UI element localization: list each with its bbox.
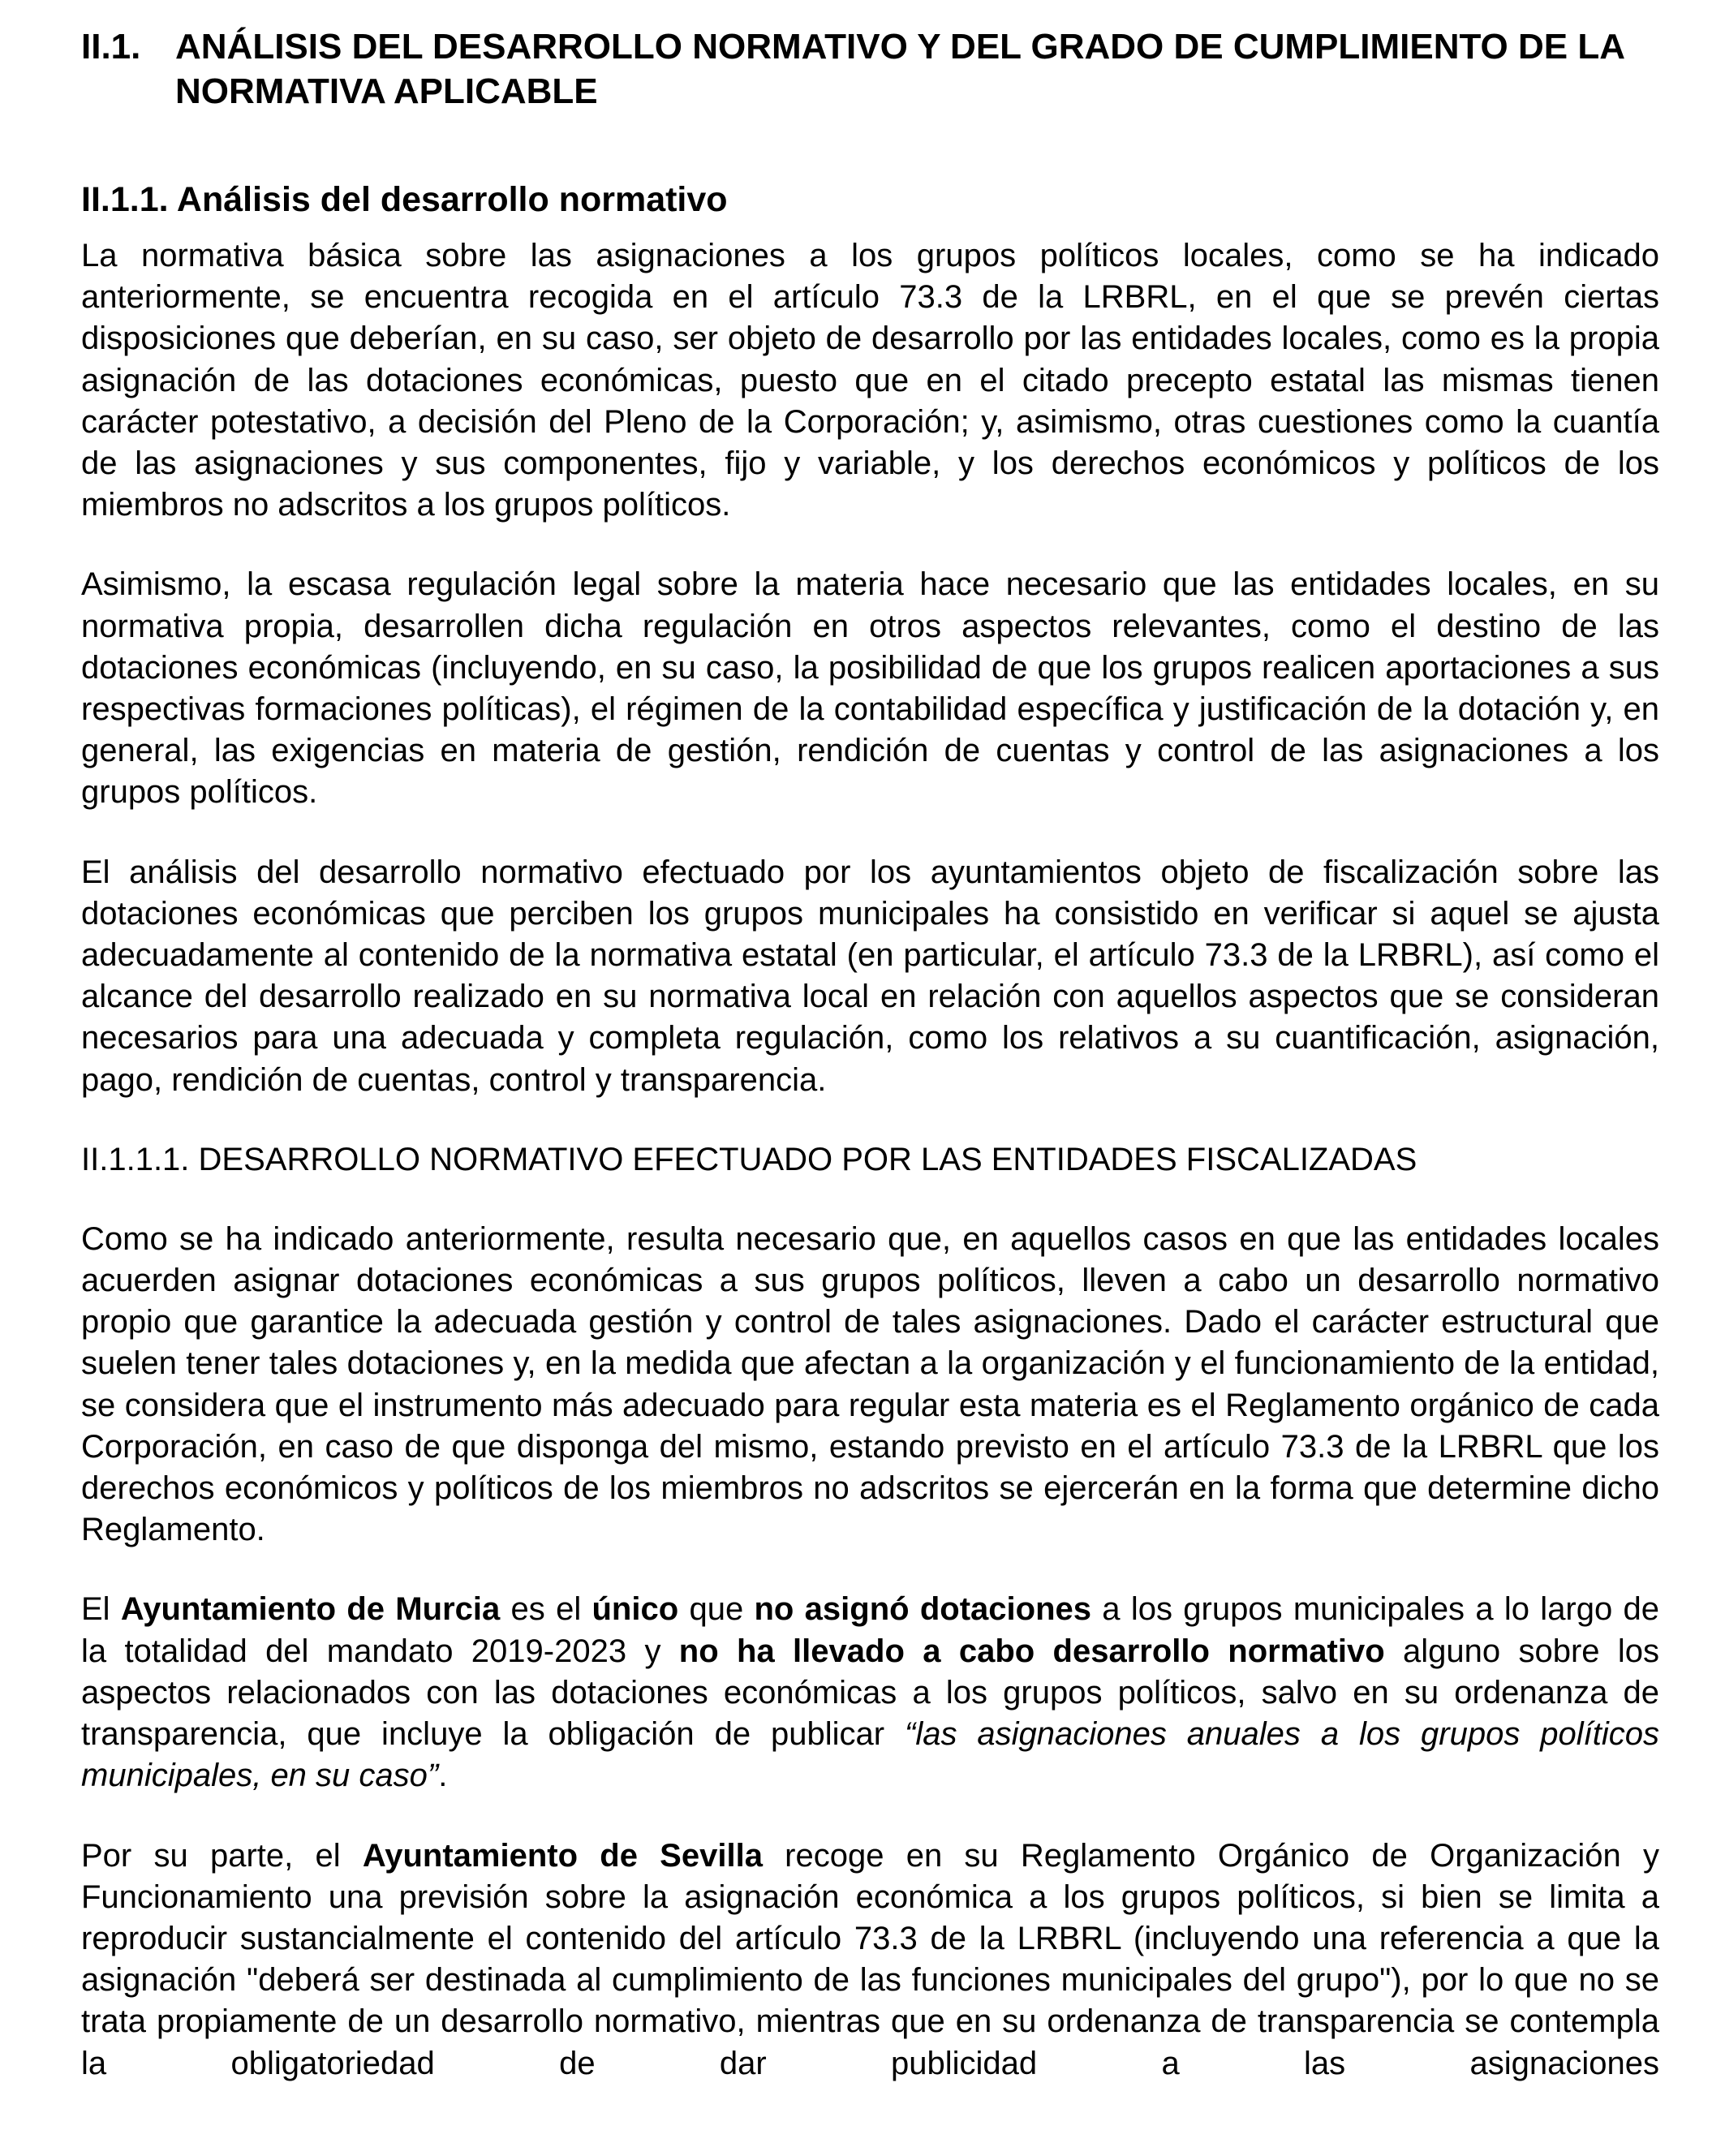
paragraph-desarrollo-propio: Como se ha indicado anteriormente, resulta necesario que, en aquellos casos en que las entidades locales acuerden asignar dotaciones económicas a sus grupos políticos, lleven a cabo un desarrollo normativo propio que garantice la adecuada gestión y control de tales asignaciones. Dado el carácter estructural que suelen tener tales dotaciones y, en la medida que afectan a la organización y el funcionamiento de la entidad, se considera que el instrumento más adecuado para regular esta materia es el Reglamento orgánico de cada Corporación, en caso de que disponga del mismo, estando previsto en el artículo 73.3 de la LRBRL que los derechos económicos y políticos de los miembros no adscritos se ejercerán en la forma que determine dicho Reglamento. [81, 1220, 1659, 1548]
text-run: que [678, 1591, 755, 1628]
bold-run: Ayuntamiento de Sevilla [362, 1837, 763, 1874]
bold-run: no ha llevado a cabo desarrollo normativo [678, 1633, 1385, 1669]
bold-run: Ayuntamiento de Murcia [120, 1591, 501, 1628]
text-run: Por su parte, el [81, 1837, 363, 1874]
section-title: ANÁLISIS DEL DESARROLLO NORMATIVO Y DEL GRADO DE CUMPLIMIENTO DE LA NORMATIVA APLICABLE [175, 27, 1624, 111]
subsubsection-heading: II.1.1.1. DESARROLLO NORMATIVO EFECTUADO POR LAS ENTIDADES FISCALIZADAS [81, 1141, 1417, 1177]
paragraph-escasa-regulacion: Asimismo, la escasa regulación legal sobre la materia hace necesario que las entidades locales, en su normativa propia, desarrollen dicha regulación en otros aspectos relevantes, como el destino de las dotaciones económicas (incluyendo, en su caso, la posibilidad de que los grupos realicen aportaciones a sus respectivas formaciones políticas), el régimen de la contabilidad específica y justificación de la dotación y, en general, las exigencias en materia de gestión, rendición de cuentas y control de las asignaciones a los grupos políticos. [81, 566, 1659, 811]
paragraph-analisis: El análisis del desarrollo normativo efectuado por los ayuntamientos objeto de fiscalización sobre las dotaciones económicas que perciben los grupos municipales ha consistido en verificar si aquel se ajusta adecuadamente al contenido de la normativa estatal (en particular, el artículo 73.3 de la LRBRL), así como el alcance del desarrollo realizado en su normativa local en relación con aquellos aspectos que se consideran necesarios para una adecuada y completa regulación, como los relativos a su cuantificación, asignación, pago, rendición de cuentas, control y transparencia. [81, 854, 1659, 1098]
paragraph-sevilla [81, 1835, 1659, 2085]
text-run: . [438, 1758, 448, 1794]
text-run: El [81, 1591, 121, 1628]
text-run: es el [500, 1591, 592, 1628]
bold-run: no asignó dotaciones [754, 1591, 1092, 1628]
text-run: a los grupos municipales a lo largo de la totalidad del mandato 2019-2023 y [81, 1591, 1660, 1669]
section-number: II.1. [81, 27, 141, 67]
paragraph-normativa-basica: La normativa básica sobre las asignaciones a los grupos políticos locales, como se ha indicado anteriormente, se encuentra recogida en el artículo 73.3 de la LRBRL, en el que se prevén ciertas disposiciones que deberían, en su caso, ser objeto de desarrollo por las entidades locales, como es la propia asignación de las dotaciones económicas, puesto que en el citado precepto estatal las mismas tienen carácter potestativo, a decisión del Pleno de la Corporación; y, asimismo, otras cuestiones como la cuantía de las asignaciones y sus componentes, fijo y variable, y los derechos económicos y políticos de los miembros no adscritos a los grupos políticos. [81, 238, 1659, 523]
subsection-heading: II.1.1. Análisis del desarrollo normativo [81, 180, 728, 219]
section-heading [81, 24, 1659, 114]
text-run: recoge en su Reglamento Orgánico de Organización y Funcionamiento una previsión sobre la asignación económica a los grupos políticos, si bien se limita a reproducir sustancialmente el contenido del artículo 73.3 de la LRBRL (incluyendo una referencia a que la asignación "deberá ser destinada al cumplimiento de las funciones municipales del grupo"), por lo que no se trata propiamente de un desarrollo normativo, mientras que en su ordenanza de transparencia se contempla la obligatoriedad de dar publicidad a las asignaciones [81, 1837, 1659, 2081]
italic-quote: “las asignaciones anuales a los grupos políticos municipales, en su caso” [81, 1716, 1659, 1794]
bold-run: único [591, 1591, 679, 1628]
text-run: alguno sobre los aspectos relacionados con las dotaciones económicas a los grupos políticos, salvo en su ordenanza de transparencia, que incluye la obligación de publicar [81, 1633, 1659, 1753]
document-page [81, 24, 1659, 2085]
paragraph-murcia [81, 1589, 1659, 1797]
